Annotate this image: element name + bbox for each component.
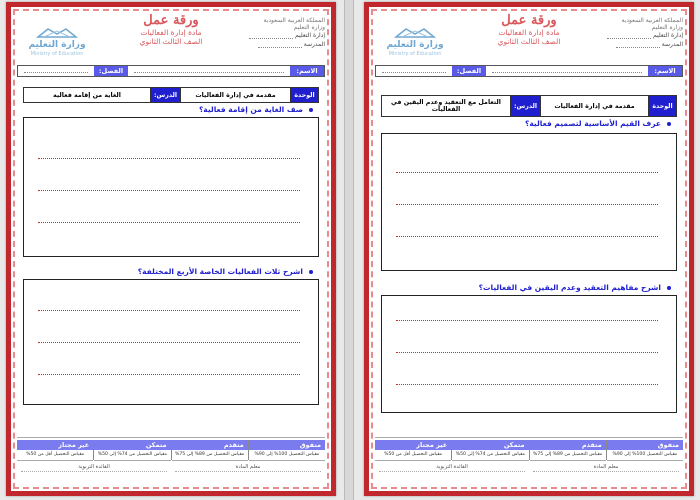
signature-row: [17, 462, 325, 472]
unit-lesson-table: [381, 95, 677, 117]
unit-label: الوحدة: [290, 88, 318, 102]
answer-box-2[interactable]: [381, 295, 677, 413]
school-field: المدرسة: [227, 40, 325, 49]
moe-logo: وزارة التعليم Ministry of Education: [375, 21, 455, 57]
rubric-table: [375, 440, 683, 460]
moe-book-icon: [392, 25, 438, 39]
admin-field: إدارة التعليم: [585, 31, 683, 40]
rubric-footer: [375, 437, 683, 485]
class-input-line[interactable]: [382, 72, 446, 73]
bullet-icon: [667, 122, 671, 126]
answer-line: [38, 190, 300, 191]
rubric-footer: [17, 437, 325, 485]
worksheet-page-1: [364, 2, 694, 496]
bullet-icon: [309, 270, 313, 274]
answer-line: [38, 342, 300, 343]
unit-lesson-table: [23, 87, 319, 103]
subject-name: مادة إدارة الفعاليات: [140, 28, 202, 37]
answer-line: [396, 320, 658, 321]
name-label: الاسم:: [290, 66, 324, 76]
answer-line: [38, 222, 300, 223]
unit-value: مقدمة في إدارة الفعاليات: [180, 88, 290, 102]
answer-line: [396, 172, 658, 173]
supervisor-signature[interactable]: القائدة التربوية: [379, 462, 525, 472]
unit-value: مقدمة في إدارة الفعاليات: [540, 96, 648, 116]
answer-line: [396, 236, 658, 237]
question-1: صف الغاية من إقامة فعالية؟: [23, 105, 313, 115]
answer-box-1[interactable]: [381, 133, 677, 271]
moe-logo: وزارة التعليم Ministry of Education: [17, 21, 97, 57]
answer-box-1[interactable]: [23, 117, 319, 257]
teacher-signature[interactable]: معلم المادة: [175, 462, 321, 472]
bullet-icon: [309, 108, 313, 112]
worksheet-title: ورقة عمل: [143, 13, 199, 28]
question-1: عرف القيم الأساسية لتصميم فعالية؟: [381, 119, 671, 129]
subject-name: مادة إدارة الفعاليات: [498, 28, 560, 37]
moe-book-icon: [34, 25, 80, 39]
name-class-bar: [375, 65, 683, 77]
rubric-col: متفوق مقياس التحصيل 100% إلى 90%: [606, 440, 683, 460]
rubric-col: متفوق مقياس التحصيل 100% إلى 90%: [248, 440, 325, 460]
answer-line: [396, 384, 658, 385]
signature-row: [375, 462, 683, 472]
rubric-col: متمكن مقياس التحصيل من 74% إلى 50%: [93, 440, 170, 460]
class-label: الفصل:: [94, 66, 128, 76]
bullet-icon: [667, 286, 671, 290]
answer-line: [396, 204, 658, 205]
name-class-bar: [17, 65, 325, 77]
class-input-line[interactable]: [24, 72, 88, 73]
answer-line: [38, 374, 300, 375]
question-2: اشرح ثلاث الفعاليات الخاصة الأربع المختلفة؟: [23, 267, 313, 277]
unit-label: الوحدة: [648, 96, 676, 116]
lesson-value: التعامل مع التعقيد وعدم اليقين في الفعاليات: [382, 96, 510, 116]
question-2: اشرح مفاهيم التعقيد وعدم اليقين في الفعاليات؟: [381, 283, 671, 293]
answer-box-2[interactable]: [23, 279, 319, 405]
page-header: [17, 13, 325, 59]
rubric-col: غير مجتاز مقياس التحصيل أقل من 50%: [375, 440, 451, 460]
answer-line: [396, 352, 658, 353]
lesson-label: الدرس:: [510, 96, 540, 116]
worksheet-page-2: [6, 2, 336, 496]
answer-line: [38, 310, 300, 311]
kingdom-calligraphy: المملكة العربية السعودية وزارة التعليم: [263, 17, 325, 31]
rubric-col: متقدم مقياس التحصيل من 89% إلى 75%: [171, 440, 248, 460]
answer-line: [38, 158, 300, 159]
lesson-label: الدرس:: [150, 88, 180, 102]
page-gutter: [344, 0, 354, 500]
grade-name: الصف الثالث الثانوي: [497, 37, 561, 46]
supervisor-signature[interactable]: القائدة التربوية: [21, 462, 167, 472]
name-input-line[interactable]: [492, 72, 642, 73]
lesson-value: الغاية من إقامة فعالية: [24, 88, 150, 102]
page-header: [375, 13, 683, 59]
school-field: المدرسة: [585, 40, 683, 49]
worksheet-title: ورقة عمل: [501, 13, 557, 28]
grade-name: الصف الثالث الثانوي: [139, 37, 203, 46]
class-label: الفصل:: [452, 66, 486, 76]
rubric-col: متقدم مقياس التحصيل من 89% إلى 75%: [529, 440, 606, 460]
admin-field: إدارة التعليم: [227, 31, 325, 40]
kingdom-calligraphy: المملكة العربية السعودية وزارة التعليم: [621, 17, 683, 31]
name-label: الاسم:: [648, 66, 682, 76]
rubric-table: [17, 440, 325, 460]
name-input-line[interactable]: [134, 72, 284, 73]
teacher-signature[interactable]: معلم المادة: [533, 462, 679, 472]
rubric-col: غير مجتاز مقياس التحصيل أقل من 50%: [17, 440, 93, 460]
rubric-col: متمكن مقياس التحصيل من 74% إلى 50%: [451, 440, 528, 460]
